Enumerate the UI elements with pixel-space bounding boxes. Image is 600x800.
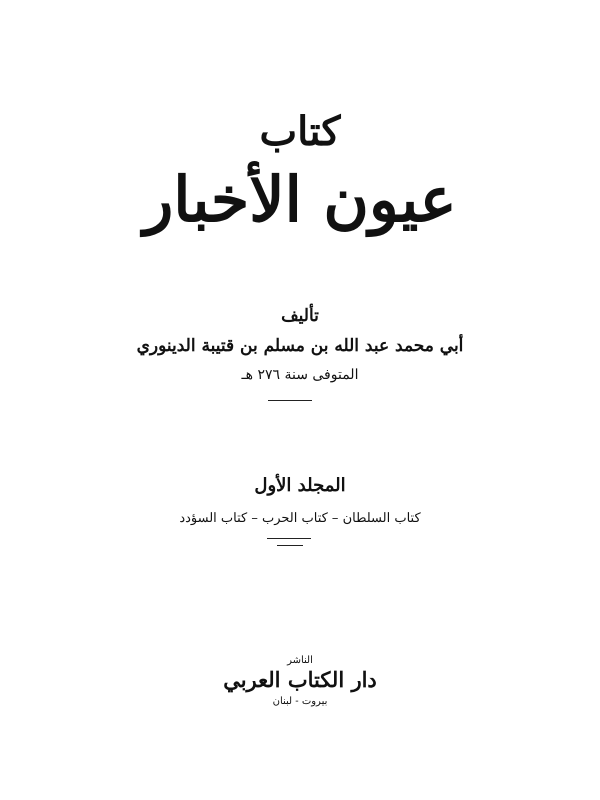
book-title: عيون الأخبار <box>143 163 457 236</box>
volume-contents: كتاب السلطان – كتاب الحرب – كتاب السؤدد <box>179 511 421 526</box>
author-name: أبي محمد عبد الله بن مسلم بن قتيبة الدينوري <box>136 336 464 356</box>
publisher-name: دار الكتاب العربي <box>223 667 377 692</box>
publisher-city: بيروت - لبنان <box>272 696 328 707</box>
talif-label: تأليف <box>281 306 319 326</box>
divider <box>267 538 311 539</box>
death-date: المتوفى سنة ٢٧٦ هـ <box>241 367 359 383</box>
volume-heading: المجلد الأول <box>254 475 346 496</box>
kitab-heading: كتاب <box>259 108 341 155</box>
divider <box>277 545 303 546</box>
publisher-label: الناشر <box>287 655 313 666</box>
divider <box>268 400 312 401</box>
